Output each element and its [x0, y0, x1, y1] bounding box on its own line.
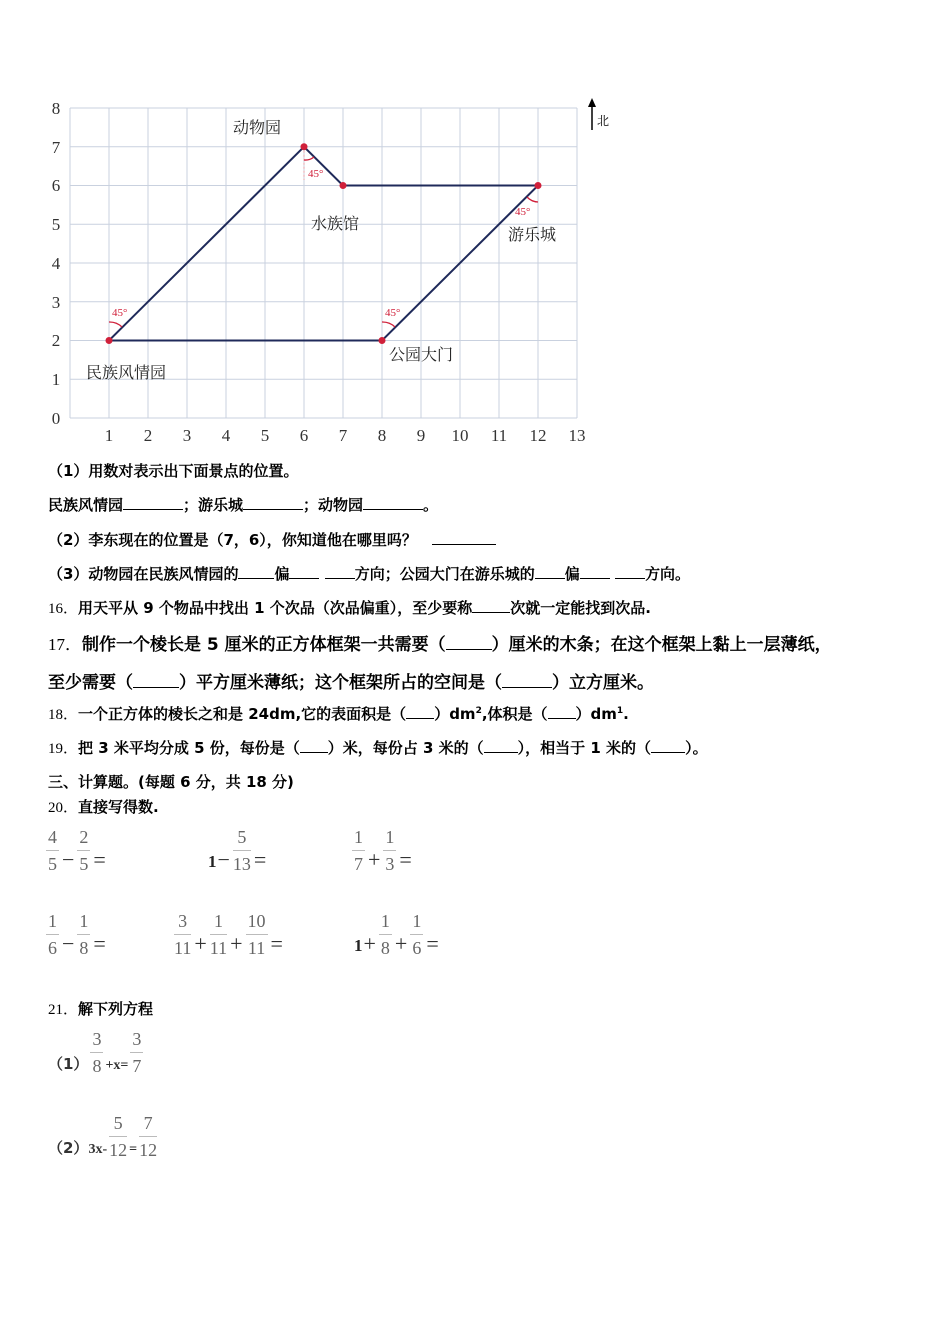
- fraction: $\frac{1}{8}$: [380, 911, 390, 958]
- svg-text:45°: 45°: [112, 307, 128, 319]
- answer-blank[interactable]: [432, 532, 496, 545]
- fraction: $\frac{1}{7}$: [354, 827, 363, 874]
- answer-blank[interactable]: [363, 497, 423, 510]
- q15-part1-answers: 民族风情园 ；游乐城 ；动物园 。: [48, 496, 439, 514]
- fraction: $\frac{5}{13}$: [232, 827, 251, 874]
- question-20-heading: 20．直接写得数.: [48, 798, 159, 816]
- label-minzu: 民族风情园: [86, 363, 167, 382]
- x-tick: 2: [143, 426, 153, 445]
- question-17-line1: 17．制作一个棱长是 5 厘米的正方体框架一共需要（ ）厘米的木条；在这个框架上黏上一层薄纸，: [48, 635, 832, 655]
- angle-arc-icon: [304, 157, 314, 160]
- section-3-heading: 三、计算题。(每题 6 分，共 18 分): [48, 773, 294, 791]
- fraction: $\frac{3}{11}$: [174, 911, 192, 958]
- y-tick: 2: [51, 331, 61, 350]
- svg-text:45°: 45°: [385, 307, 401, 319]
- answer-blank[interactable]: [580, 566, 610, 579]
- fraction: $\frac{3}{8}$: [92, 1029, 102, 1076]
- answer-blank[interactable]: [502, 675, 552, 688]
- label-gate: 公园大门: [389, 345, 454, 364]
- question-16: 16．用天平从 9 个物品中找出 1 个次品（次品偏重），至少要称 次就一定能找到次品.: [48, 599, 651, 617]
- calc-expression-3: $\frac{1}{7}$ + $\frac{1}{3}$ =: [354, 827, 412, 874]
- x-tick: 9: [416, 426, 426, 445]
- y-tick: 1: [51, 370, 61, 389]
- location-points: [106, 143, 542, 344]
- fraction: $\frac{5}{12}$: [109, 1113, 128, 1160]
- calc-expression-4: $\frac{1}{6}$ − $\frac{1}{8}$ =: [48, 911, 106, 958]
- fraction: $\frac{1}{8}$: [79, 911, 89, 958]
- answer-blank[interactable]: [243, 497, 303, 510]
- q15-part3: （3）动物园在民族风情园的 偏 方向；公园大门在游乐城的 偏 方向。: [48, 565, 690, 583]
- fraction: $\frac{1}{3}$: [385, 827, 395, 874]
- answer-blank[interactable]: [615, 566, 645, 579]
- point-zoo: [301, 143, 308, 150]
- fraction: $\frac{1}{6}$: [48, 911, 57, 958]
- place-labels: [86, 118, 556, 382]
- y-tick: 7: [51, 138, 61, 157]
- answer-blank[interactable]: [123, 497, 183, 510]
- calc-expression-6: $_1$+ $\frac{1}{8}$ + $\frac{1}{6}$ =: [354, 911, 439, 958]
- answer-blank[interactable]: [651, 740, 685, 753]
- answer-blank[interactable]: [325, 566, 355, 579]
- north-arrow-icon: [588, 98, 609, 130]
- answer-blank[interactable]: [238, 566, 274, 579]
- label-zoo: 动物园: [233, 118, 282, 137]
- fraction: $\frac{10}{11}$: [247, 911, 266, 958]
- angle-arc-icon: [109, 322, 122, 327]
- x-tick: 12: [529, 426, 547, 445]
- angle-arc-icon: [527, 197, 538, 202]
- question-19: 19．把 3 米平均分成 5 份，每份是（ ）米，每份占 3 米的（ ），相当于 1 米的（ ）。: [48, 739, 708, 757]
- y-tick: 0: [51, 409, 61, 428]
- y-tick: 8: [51, 99, 61, 118]
- calc-expression-1: $\frac{4}{5}$ − $\frac{2}{5}$ =: [48, 827, 106, 874]
- x-tick: 11: [490, 426, 508, 445]
- question-17-line2: 至少需要（ ）平方厘米薄纸；这个框架所占的空间是（ ）立方厘米。: [48, 673, 654, 693]
- answer-blank[interactable]: [472, 600, 510, 613]
- x-tick: 5: [260, 426, 270, 445]
- point-minzu: [106, 337, 113, 344]
- y-tick: 6: [51, 176, 61, 195]
- x-tick: 3: [182, 426, 192, 445]
- label-zoo: ；动物园: [303, 496, 364, 514]
- fraction: $\frac{3}{7}$: [132, 1029, 142, 1076]
- point-aquarium: [340, 182, 347, 189]
- angle-labels: [112, 168, 530, 319]
- y-tick: 4: [51, 254, 61, 273]
- point-gate: [379, 337, 386, 344]
- fraction: $\frac{2}{5}$: [79, 827, 89, 874]
- fraction: $\frac{4}{5}$: [48, 827, 57, 874]
- answer-blank[interactable]: [300, 740, 328, 753]
- answer-blank[interactable]: [406, 706, 434, 719]
- point-amusement: [535, 182, 542, 189]
- x-tick: 8: [377, 426, 387, 445]
- x-tick: 4: [221, 426, 231, 445]
- fraction: $\frac{7}{12}$: [139, 1113, 158, 1160]
- route-path: [109, 147, 538, 341]
- q15-part2: （2）李东现在的位置是（7，6），你知道他在哪里吗？: [48, 529, 496, 550]
- label-amusement: ；游乐城: [183, 496, 244, 514]
- coordinate-grid-diagram: [0, 0, 650, 450]
- equation-1: $_{(1)}$ $\frac{3}{8}$ $_{+x=}$ $\frac{3}{7}$: [48, 1029, 142, 1076]
- q15-part1-prompt: （1）用数对表示出下面景点的位置。: [48, 462, 299, 480]
- answer-blank[interactable]: [548, 706, 576, 719]
- calc-expression-2: $_1$− $\frac{5}{13}$ =: [208, 827, 267, 874]
- question-21-heading: 21．解下列方程: [48, 1000, 154, 1018]
- fraction: $\frac{1}{6}$: [412, 911, 422, 958]
- x-tick: 6: [299, 426, 309, 445]
- y-axis-ticks: [52, 99, 61, 428]
- x-tick: 7: [338, 426, 348, 445]
- label-amusement: 游乐城: [508, 225, 557, 244]
- label-aquarium: 水族馆: [311, 214, 360, 233]
- answer-blank[interactable]: [535, 566, 565, 579]
- label-minzu: 民族风情园: [48, 496, 124, 514]
- x-axis-ticks: [105, 426, 586, 445]
- answer-blank[interactable]: [289, 566, 319, 579]
- angle-arc-icon: [382, 322, 395, 327]
- question-18: 18．一个正方体的棱长之和是 24dm,它的表面积是（ ）$dm^2$,体积是（ ）$dm^1$.: [48, 705, 629, 723]
- x-tick: 13: [568, 426, 586, 445]
- equation-2: $_{(2)3x-}$ $\frac{5}{12}$ $_=$ $\frac{7}{12}$: [48, 1113, 158, 1160]
- calc-expression-5: $\frac{3}{11}$ + $\frac{1}{11}$ + $\frac{10}{11}$ =: [174, 911, 283, 958]
- y-tick: 3: [51, 293, 61, 312]
- x-tick: 10: [451, 426, 469, 445]
- svg-text:45°: 45°: [515, 206, 531, 218]
- svg-text:北: 北: [597, 114, 610, 128]
- answer-blank[interactable]: [446, 637, 492, 650]
- answer-blank[interactable]: [133, 675, 179, 688]
- fraction: $\frac{1}{11}$: [209, 911, 228, 958]
- svg-text:45°: 45°: [308, 168, 324, 180]
- answer-blank[interactable]: [484, 740, 518, 753]
- y-tick: 5: [51, 215, 61, 234]
- x-tick: 1: [104, 426, 114, 445]
